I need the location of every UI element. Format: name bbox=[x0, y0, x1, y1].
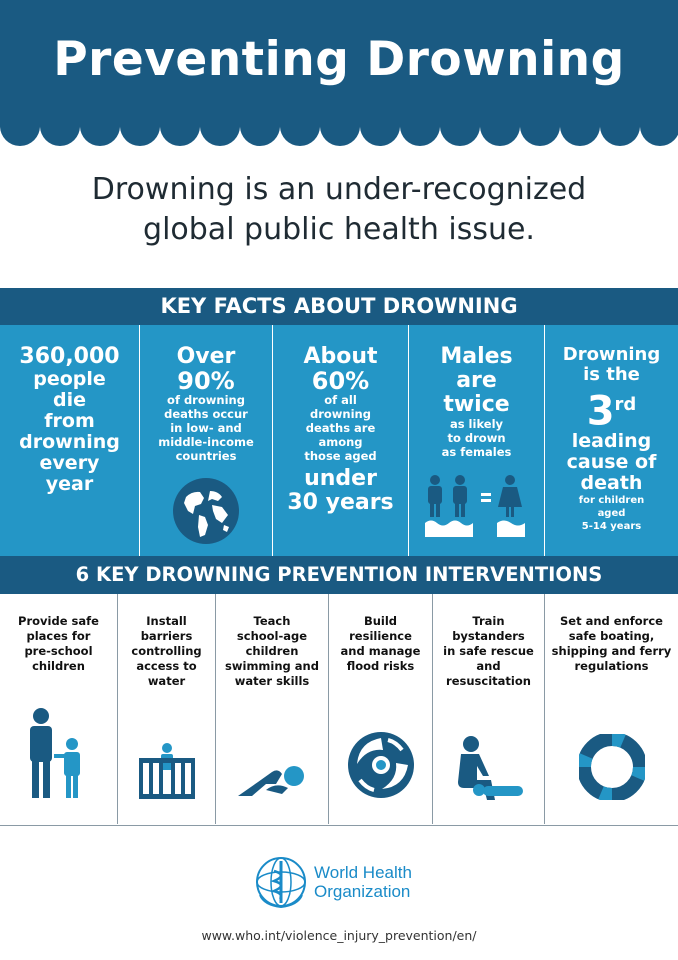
who-name-line-2: Organization bbox=[314, 882, 411, 901]
label-line: swimming and bbox=[225, 659, 319, 673]
intervention-safe-places bbox=[0, 594, 118, 824]
subtitle-line-2: global public health issue. bbox=[143, 212, 535, 247]
fact3-big: under bbox=[304, 466, 377, 491]
fact2-small: deaths occur bbox=[164, 407, 248, 421]
hurricane-icon bbox=[329, 730, 432, 804]
fact5-number: 3 bbox=[586, 388, 615, 435]
who-logo bbox=[254, 855, 454, 911]
key-facts-panel bbox=[0, 325, 678, 556]
header-banner bbox=[0, 0, 678, 146]
fact1-line: every bbox=[39, 452, 100, 474]
fact5-line: Drowning bbox=[562, 344, 661, 365]
subtitle bbox=[0, 170, 678, 250]
fact5-small: for children bbox=[578, 495, 645, 507]
who-emblem-icon bbox=[254, 855, 308, 909]
fact5-line: is the bbox=[583, 364, 640, 385]
label-line: places for bbox=[26, 629, 91, 643]
footer-url[interactable]: www.who.int/violence_injury_prevention/en/ bbox=[201, 928, 477, 943]
swimmer-icon bbox=[216, 760, 328, 804]
who-name bbox=[314, 863, 412, 901]
fact2-small: in low- and bbox=[170, 421, 242, 435]
label-line: Install barriers bbox=[140, 614, 193, 643]
fact1-line: people bbox=[33, 368, 106, 390]
fact3-line: About bbox=[303, 344, 378, 369]
interventions-heading: 6 KEY DROWNING PREVENTION INTERVENTIONS bbox=[0, 556, 678, 594]
label-line: Teach bbox=[253, 614, 291, 628]
label-line: Provide safe bbox=[18, 614, 99, 628]
intervention-label bbox=[122, 614, 211, 689]
fact3-number: 60% bbox=[311, 367, 370, 395]
subtitle-line-1: Drowning is an under-recognized bbox=[91, 172, 587, 207]
fact-60-percent bbox=[273, 325, 409, 556]
lifebuoy-icon bbox=[545, 734, 678, 804]
intervention-label bbox=[333, 614, 428, 674]
intervention-label bbox=[549, 614, 674, 674]
fact-third-leading-cause bbox=[545, 325, 678, 556]
fact-90-percent bbox=[140, 325, 273, 556]
intervention-label bbox=[220, 614, 324, 689]
label-line: shipping and ferry bbox=[551, 644, 672, 658]
label-line: pre-school bbox=[24, 644, 93, 658]
label-line: Train bbox=[472, 614, 505, 628]
intervention-flood-resilience bbox=[329, 594, 433, 824]
playpen-icon bbox=[118, 742, 215, 804]
label-line: bystanders bbox=[452, 629, 525, 643]
fact3-big: 30 years bbox=[287, 490, 394, 515]
fact1-line: year bbox=[45, 473, 94, 495]
fact1-line: from bbox=[44, 410, 95, 432]
label-line: water bbox=[147, 674, 186, 688]
key-facts-heading: KEY FACTS ABOUT DROWNING bbox=[0, 288, 678, 325]
fact3-small: deaths are bbox=[305, 421, 376, 435]
fact4-line: are bbox=[456, 368, 497, 393]
intervention-label bbox=[437, 614, 540, 689]
who-name-line-1: World Health bbox=[314, 863, 412, 882]
label-line: water skills bbox=[234, 674, 310, 688]
males-females-icon bbox=[425, 475, 529, 537]
label-line: regulations bbox=[574, 659, 649, 673]
fact1-line: drowning bbox=[19, 431, 120, 453]
fact2-number: 90% bbox=[177, 367, 235, 395]
label-line: school-age bbox=[236, 629, 308, 643]
fact3-small: among bbox=[318, 435, 363, 449]
intervention-rescue-resuscitation bbox=[433, 594, 545, 824]
cpr-icon bbox=[433, 736, 544, 804]
fact3-small: of all bbox=[324, 393, 357, 407]
fact5-small: aged bbox=[597, 508, 626, 520]
label-line: controlling bbox=[131, 644, 202, 658]
fact4-small: as likely bbox=[449, 417, 504, 431]
fact2-small: countries bbox=[175, 449, 237, 463]
globe-icon bbox=[172, 477, 240, 545]
label-line: Set and enforce bbox=[560, 614, 663, 628]
fact-360000-deaths bbox=[0, 325, 140, 556]
label-line: and manage bbox=[340, 644, 421, 658]
fact2-small: middle-income bbox=[158, 435, 254, 449]
fact5-suffix: rd bbox=[614, 394, 637, 415]
fact5-line: death bbox=[580, 472, 643, 495]
interventions-panel bbox=[0, 594, 678, 826]
fact1-number: 360,000 bbox=[19, 344, 120, 369]
fact5-small: 5-14 years bbox=[581, 521, 642, 533]
label-line: access to bbox=[136, 659, 197, 673]
page-title: Preventing Drowning bbox=[53, 32, 625, 87]
fact2-line: Over bbox=[176, 344, 236, 369]
fact5-line: leading bbox=[571, 430, 652, 453]
label-line: safe boating, bbox=[568, 629, 655, 643]
intervention-boating-regulations bbox=[545, 594, 678, 824]
adult-child-icon bbox=[0, 708, 117, 804]
label-line: children bbox=[32, 659, 85, 673]
fact4-small: to drown bbox=[447, 431, 506, 445]
fact4-small: as females bbox=[441, 445, 512, 459]
label-line: children bbox=[245, 644, 299, 658]
fact3-small: those aged bbox=[304, 449, 377, 463]
label-line: flood risks bbox=[346, 659, 415, 673]
label-line: Build resilience bbox=[349, 614, 412, 643]
fact4-line: twice bbox=[443, 392, 510, 417]
fact2-small: of drowning bbox=[167, 393, 245, 407]
label-line: in safe rescue bbox=[443, 644, 534, 658]
intervention-barriers bbox=[118, 594, 216, 824]
fact1-line: die bbox=[53, 389, 86, 411]
fact4-line: Males bbox=[440, 344, 513, 369]
intervention-swimming bbox=[216, 594, 329, 824]
fact3-small: drowning bbox=[310, 407, 371, 421]
fact5-rank bbox=[545, 385, 678, 435]
fact5-line: cause of bbox=[566, 451, 657, 474]
intervention-label bbox=[4, 614, 113, 674]
label-line: and resuscitation bbox=[446, 659, 531, 688]
fact-males-twice bbox=[409, 325, 545, 556]
